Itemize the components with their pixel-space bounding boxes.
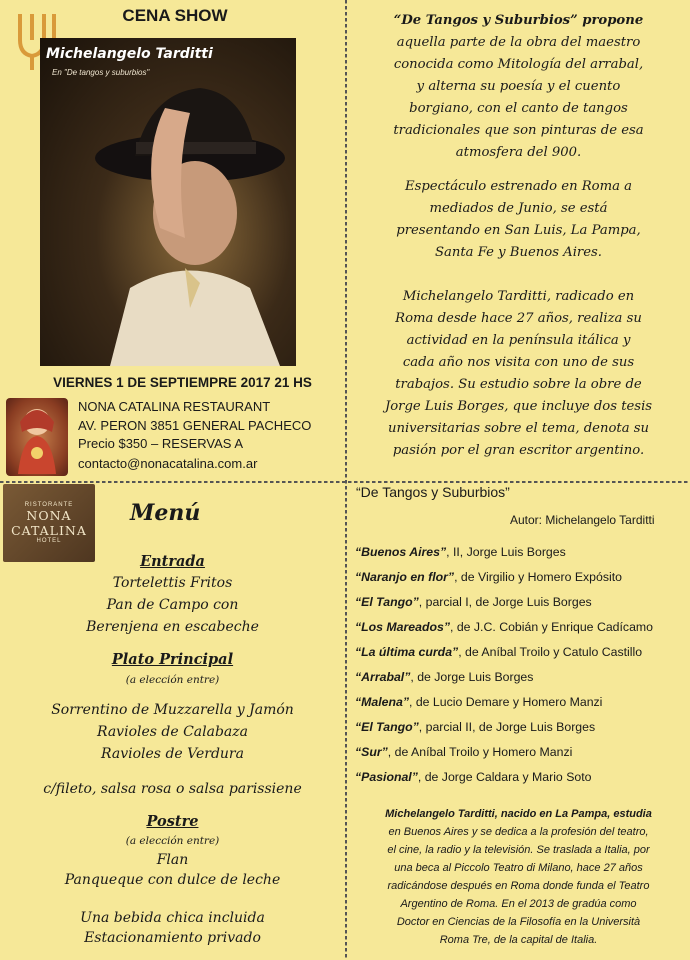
vertical-divider [345, 0, 347, 960]
track-credit: , parcial I, de Jorge Luis Borges [418, 595, 592, 609]
track-item [355, 720, 690, 734]
menu-item: Berenjena en escabeche [86, 619, 259, 635]
description-line: Michelangelo Tarditti, radicado en [402, 289, 635, 304]
track-item [355, 620, 690, 634]
description-line: borgiano, con el canto de tangos [409, 101, 628, 116]
principal-note: (a elección entre) [125, 674, 220, 686]
description-line: presentando en San Luis, La Pampa, [396, 223, 641, 238]
menu-item: Flan [156, 852, 189, 868]
track-name: “Arrabal” [355, 670, 411, 684]
track-item [355, 695, 690, 709]
description-line: conocida como Mitología del arrabal, [393, 57, 644, 72]
track-item [355, 595, 690, 609]
track-credit: , de Jorge Luis Borges [410, 670, 534, 684]
track-item [355, 670, 690, 684]
track-name: “Los Mareados” [355, 620, 450, 634]
description-paragraph-1 [356, 10, 681, 164]
sauce-options: c/fileto, salsa rosa o salsa parissiene [43, 781, 302, 797]
track-item [355, 645, 690, 659]
nona-catalina-logo [3, 484, 95, 562]
menu-item: Tortelettis Fritos [112, 575, 233, 591]
performer-photo [40, 38, 296, 366]
bio-line: radicándose después en Roma donde funda el Teatro [387, 880, 650, 892]
track-credit: , de J.C. Cobián y Enrique Cadícamo [449, 620, 653, 634]
track-name: “Sur” [355, 745, 388, 759]
menu-title: Menú [130, 500, 201, 526]
track-credit: , parcial II, de Jorge Luis Borges [418, 720, 596, 734]
description-line: mediados de Junio, se está [429, 201, 608, 216]
venue-address: AV. PERON 3851 GENERAL PACHECO [78, 418, 312, 433]
track-name: “Pasional” [355, 770, 418, 784]
logo-top-text: RISTORANTE [24, 502, 74, 508]
description-line: atmosfera del 900. [455, 145, 582, 160]
photo-show-subtitle: En "De tangos y suburbios" [52, 68, 150, 77]
horizontal-divider [0, 481, 690, 483]
venue-name: NONA CATALINA RESTAURANT [78, 399, 271, 414]
description-line: pasión por el gran escritor argentino. [392, 443, 645, 458]
contact-email[interactable]: contacto@nonacatalina.com.ar [78, 456, 258, 471]
postre-note: (a elección entre) [125, 835, 220, 847]
logo-line-2: CATALINA [11, 523, 87, 538]
menu-extra: Una bebida chica incluida [80, 910, 265, 926]
bio-line: una beca al Piccolo Teatro di Milano, hace 27 años [394, 862, 643, 874]
track-name: “El Tango” [355, 595, 419, 609]
description-line: Espectáculo estrenado en Roma a [404, 179, 633, 194]
description-line: trabajos. Su estudio sobre la obre de [395, 377, 642, 392]
plato-principal-heading: Plato Principal [111, 651, 234, 668]
bio-line: el cine, la radio y la televisión. Se traslada a Italia, por [387, 844, 650, 856]
description-line: Jorge Luis Borges, que incluye dos tesis [384, 399, 653, 414]
track-item [355, 570, 690, 584]
bio-line: Roma Tre, de la capital de Italia. [439, 934, 598, 946]
track-name: “La última curda” [355, 645, 459, 659]
description-line: cada año nos visita con uno de sus [402, 355, 635, 370]
doll-illustration [6, 398, 68, 476]
program-title: “De Tangos y Suburbios” [356, 484, 510, 500]
menu-item: Ravioles de Calabaza [96, 724, 249, 740]
track-item [355, 745, 690, 759]
description-line: y alterna su poesía y el cuento [416, 79, 621, 94]
program-author: Autor: Michelangelo Tarditti [510, 513, 655, 527]
description-line: actividad en la península itálica y [406, 333, 631, 348]
description-line: tradicionales que son pinturas de esa [393, 123, 644, 138]
track-name: “Malena” [355, 695, 409, 709]
cena-show-title: CENA SHOW [122, 6, 228, 25]
track-item [355, 770, 690, 784]
price-reservations: Precio $350 – RESERVAS A [78, 436, 244, 451]
bio-line: en Buenos Aires y se dedica a la profesión del teatro, [388, 826, 649, 838]
track-credit: , de Aníbal Troilo y Catulo Castillo [458, 645, 643, 659]
restaurant-doll-image [6, 398, 68, 476]
postre-heading: Postre [146, 813, 199, 830]
photo-performer-name: Michelangelo Tarditti [46, 46, 213, 62]
description-paragraph-2 [356, 176, 681, 264]
track-credit: , de Aníbal Troilo y Homero Manzi [387, 745, 573, 759]
track-name: “El Tango” [355, 720, 419, 734]
bio-line: Argentino de Roma. En el 2013 de gradúa como [400, 898, 637, 910]
menu-extra: Estacionamiento privado [84, 930, 261, 946]
menu-item: Sorrentino de Muzzarella y Jamón [51, 702, 294, 718]
description-line: universitarias sobre el tema, denota su [387, 421, 650, 436]
track-name: “Buenos Aires” [355, 545, 447, 559]
track-credit: , de Virgilio y Homero Expósito [454, 570, 622, 584]
menu-item: Ravioles de Verdura [101, 746, 244, 762]
entrada-heading: Entrada [140, 553, 205, 570]
description-line: Roma desde hace 27 años, realiza su [395, 311, 642, 326]
track-credit: , II, Jorge Luis Borges [446, 545, 566, 559]
menu-item: Pan de Campo con [106, 597, 239, 613]
logo-bottom-text: HOTEL [36, 538, 62, 544]
performer-bio [352, 805, 685, 949]
description-line: Santa Fe y Buenos Aires. [434, 245, 602, 260]
description-line: “De Tangos y Suburbios” propone [393, 13, 644, 28]
event-date: VIERNES 1 DE SEPTIEMPRE 2017 21 HS [53, 375, 312, 390]
track-item [355, 545, 690, 559]
description-line: aquella parte de la obra del maestro [396, 35, 641, 50]
performer-illustration [40, 38, 296, 366]
menu-item: Panqueque con dulce de leche [64, 872, 281, 888]
description-paragraph-3 [356, 286, 681, 462]
bio-line: Michelangelo Tarditti, nacido en La Pampa, estudia [385, 808, 652, 820]
logo-line-1: NONA [26, 508, 72, 523]
track-name: “Naranjo en flor” [355, 570, 455, 584]
track-credit: , de Lucio Demare y Homero Manzi [409, 695, 603, 709]
bio-line: Doctor en Ciencias de la Filosofía en la Università [396, 916, 641, 928]
track-credit: , de Jorge Caldara y Mario Soto [417, 770, 592, 784]
